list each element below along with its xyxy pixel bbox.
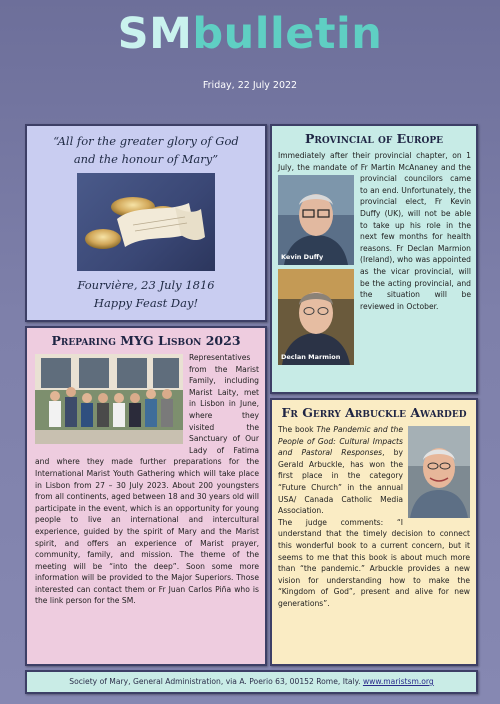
provincial-body: and the provincial councilors came to an end. Unfortunately, the provincial elect, Fr Kevin Duffy (UK), will not be able to take up his role in the next few months for health reasons. Fr Declan Marmion (Ireland), who was appointed as the vicar provincial, will be the acting provincial, and the situation will be reviewed in October. <box>360 162 471 311</box>
award-intro: The book <box>278 425 317 434</box>
photo-kevin-duffy <box>278 175 354 265</box>
issue-date: Friday, 22 July 2022 <box>202 80 298 91</box>
feast-caption-line2: Happy Feast Day! <box>93 296 199 310</box>
provincial-heading: Provincial of Europe <box>305 131 443 146</box>
award-heading: Fr Gerry Arbuckle Awarded <box>281 405 467 420</box>
footer-address: Society of Mary, General Administration, via A. Poerio 63, 00152 Rome, Italy. <box>69 677 363 686</box>
feast-quote-line2: and the honour of Mary” <box>73 152 219 166</box>
award-body2: The judge comments: “I understand that the timely decision to connect this wonderful book to a current concern, but it seems to me that this book is about much more than “the pandemic.” Arbuckle provides a new vision for understanding how to make the “Kingdom of God”, present and alive for new generations”. <box>278 517 470 608</box>
masthead-sm: SM <box>117 9 193 59</box>
feast-quote-line1: “All for the greater glory of God <box>53 134 239 148</box>
photo-marist-group <box>35 354 183 444</box>
award-body1: , by Gerald Arbuckle, has won the first place in the category “Future Church” in the annual USA/ Canada Catholic Media Association. <box>278 448 403 516</box>
footer-box <box>25 670 478 694</box>
award-book-title: The Pandemic and the People of God: Cultural Impacts and Pastoral Responses <box>278 425 403 458</box>
award-box <box>270 398 478 666</box>
footer <box>27 672 476 692</box>
photo-gerry-arbuckle <box>408 426 470 518</box>
provincial-article <box>278 150 471 367</box>
award-article <box>278 424 470 610</box>
photo-kevin-duffy-label: Kevin Duffy <box>281 252 324 261</box>
photo-declan-marmion-label: Declan Marmion <box>281 352 341 361</box>
feast-quote <box>27 132 265 168</box>
provincial-box <box>270 124 478 394</box>
feast-box <box>25 124 267 322</box>
relic-photo <box>77 173 215 271</box>
masthead-bulletin: bulletin <box>192 9 383 59</box>
provincial-lead: Immediately after their provincial chapter, on 1 July, the mandate of Fr Martin McAnaney <box>278 151 471 172</box>
feast-caption-line1: Fourvière, 23 July 1816 <box>77 278 215 292</box>
myg-box <box>25 326 267 666</box>
footer-link[interactable]: www.maristsm.org <box>362 677 434 686</box>
photo-declan-marmion <box>278 269 354 365</box>
masthead-title <box>0 8 500 60</box>
myg-body: Representatives from the Marist Family, including Marist Laity, met in Lisbon in June, where they visited the Sanctuary of Our Lady of Fatima and where they made further preparations for the International Marist Youth Gathering which will take place in Lisbon from 27 – 30 July 2023. About 200 youngsters from all continents, aged between 18 and 30 years old will participate in the event, which is an opportunity for young people to live an international and intercultural experience, guided by the spirit of Mary and the Marist spirit, and offers an experience of Marist prayer, community, family, and mission. The theme of the meeting will be “into the deep”. Soon some more information will be provided to the Major Superiors. Those interested can contact them or Fr Juan Carlos Piña who is the link person for the SM. <box>35 353 259 606</box>
myg-article <box>35 352 259 607</box>
myg-heading: Preparing MYG Lisbon 2023 <box>51 333 241 348</box>
feast-caption <box>27 276 265 312</box>
